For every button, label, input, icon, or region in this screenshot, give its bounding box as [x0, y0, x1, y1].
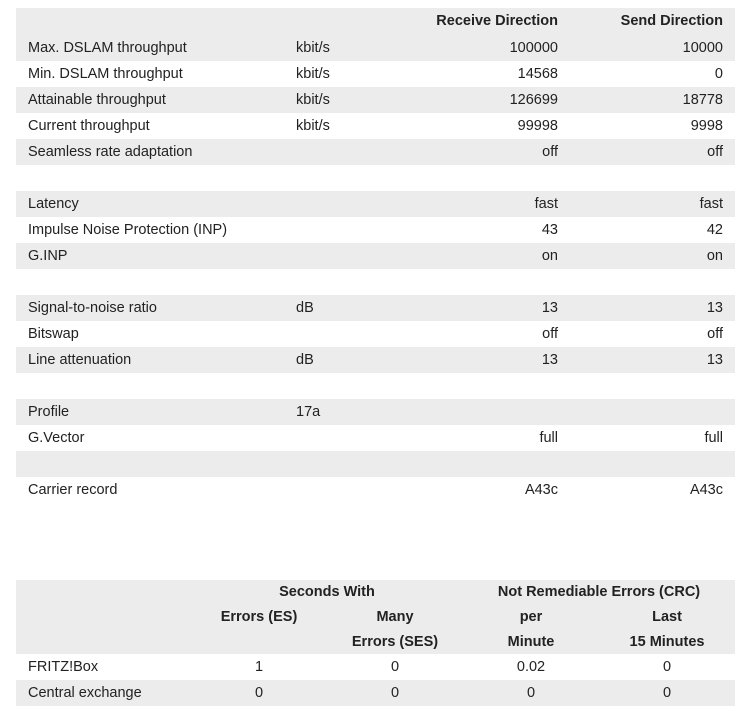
row-unit: kbit/s: [284, 87, 405, 113]
row-receive-value: 14568: [405, 61, 570, 87]
dsl-header-send-direction: Send Direction: [570, 8, 735, 35]
dsl-information-table: [16, 8, 735, 503]
row-unit: [284, 217, 405, 243]
row-ses-value: 0: [327, 680, 463, 706]
row-label: Min. DSLAM throughput: [16, 61, 284, 87]
table-row: [16, 654, 735, 680]
table-row: [16, 680, 735, 706]
error-statistics-section: [16, 580, 735, 706]
row-receive-value: A43c: [405, 477, 570, 503]
row-unit: 17a: [284, 399, 405, 425]
row-receive-value: off: [405, 139, 570, 165]
row-ses-value: 0: [327, 654, 463, 680]
row-send-value: full: [570, 425, 735, 451]
errors-subheader-ses-line2: Errors (SES): [327, 630, 463, 654]
row-es-value: 1: [191, 654, 327, 680]
row-receive-value: full: [405, 425, 570, 451]
errors-subheader-last15-line2: 15 Minutes: [599, 630, 735, 654]
row-label: G.Vector: [16, 425, 284, 451]
row-receive-value: [405, 269, 570, 295]
errors-header-blank: [16, 580, 191, 605]
row-receive-value: [405, 165, 570, 191]
row-unit: kbit/s: [284, 113, 405, 139]
row-receive-value: 126699: [405, 87, 570, 113]
errors-table-header: [16, 580, 735, 654]
errors-sub-header-row-1: [16, 605, 735, 630]
row-send-value: [570, 165, 735, 191]
row-label: Line attenuation: [16, 347, 284, 373]
row-unit: [284, 451, 405, 477]
row-device-name: FRITZ!Box: [16, 654, 191, 680]
row-receive-value: 43: [405, 217, 570, 243]
row-send-value: 13: [570, 347, 735, 373]
row-send-value: 18778: [570, 87, 735, 113]
errors-header-not-remediable: Not Remediable Errors (CRC): [463, 580, 735, 605]
row-label: Signal-to-noise ratio: [16, 295, 284, 321]
table-row: [16, 347, 735, 373]
row-unit: dB: [284, 295, 405, 321]
table-row: [16, 191, 735, 217]
row-send-value: on: [570, 243, 735, 269]
row-send-value: [570, 399, 735, 425]
row-send-value: off: [570, 139, 735, 165]
row-send-value: 10000: [570, 35, 735, 61]
row-receive-value: [405, 451, 570, 477]
table-spacer-row: [16, 373, 735, 399]
row-label: Impulse Noise Protection (INP): [16, 217, 284, 243]
errors-header-seconds-with: Seconds With: [191, 580, 463, 605]
row-send-value: A43c: [570, 477, 735, 503]
row-send-value: fast: [570, 191, 735, 217]
errors-group-header-row: [16, 580, 735, 605]
errors-subheader-es: Errors (ES): [191, 605, 327, 630]
row-label: Current throughput: [16, 113, 284, 139]
table-row: [16, 139, 735, 165]
table-row: [16, 243, 735, 269]
error-statistics-table: [16, 580, 735, 706]
errors-subheader-blank-2: [16, 630, 191, 654]
table-row: [16, 61, 735, 87]
row-unit: dB: [284, 347, 405, 373]
table-spacer-row: [16, 269, 735, 295]
row-receive-value: [405, 373, 570, 399]
dsl-table-header: [16, 8, 735, 35]
row-send-value: [570, 451, 735, 477]
table-spacer-row: [16, 165, 735, 191]
row-last15-value: 0: [599, 680, 735, 706]
row-receive-value: [405, 399, 570, 425]
row-label: Bitswap: [16, 321, 284, 347]
row-send-value: [570, 269, 735, 295]
row-unit: [284, 477, 405, 503]
row-send-value: 13: [570, 295, 735, 321]
dsl-header-label: [16, 8, 284, 35]
errors-subheader-es-line2: [191, 630, 327, 654]
dsl-header-unit: [284, 8, 405, 35]
row-receive-value: fast: [405, 191, 570, 217]
row-unit: kbit/s: [284, 35, 405, 61]
row-per-minute-value: 0.02: [463, 654, 599, 680]
row-label: [16, 373, 284, 399]
row-label: G.INP: [16, 243, 284, 269]
row-unit: [284, 191, 405, 217]
table-row: [16, 87, 735, 113]
row-unit: kbit/s: [284, 61, 405, 87]
table-row: [16, 35, 735, 61]
row-send-value: 42: [570, 217, 735, 243]
table-row: [16, 399, 735, 425]
errors-sub-header-row-2: [16, 630, 735, 654]
errors-subheader-per-minute-line1: per: [463, 605, 599, 630]
row-label: Attainable throughput: [16, 87, 284, 113]
row-unit: [284, 139, 405, 165]
row-receive-value: 13: [405, 347, 570, 373]
row-receive-value: on: [405, 243, 570, 269]
errors-subheader-last15-line1: Last: [599, 605, 735, 630]
row-label: [16, 269, 284, 295]
row-label: Profile: [16, 399, 284, 425]
row-label: Max. DSLAM throughput: [16, 35, 284, 61]
row-unit: [284, 425, 405, 451]
dsl-header-row: [16, 8, 735, 35]
table-row: [16, 477, 735, 503]
row-receive-value: off: [405, 321, 570, 347]
table-row: [16, 425, 735, 451]
row-es-value: 0: [191, 680, 327, 706]
row-label: Carrier record: [16, 477, 284, 503]
table-row: [16, 295, 735, 321]
errors-table-body: [16, 654, 735, 706]
row-send-value: [570, 373, 735, 399]
errors-subheader-per-minute-line2: Minute: [463, 630, 599, 654]
row-label: Latency: [16, 191, 284, 217]
row-device-name: Central exchange: [16, 680, 191, 706]
row-unit: [284, 373, 405, 399]
row-send-value: 0: [570, 61, 735, 87]
row-unit: [284, 243, 405, 269]
dsl-header-receive-direction: Receive Direction: [405, 8, 570, 35]
row-label: Seamless rate adaptation: [16, 139, 284, 165]
row-send-value: 9998: [570, 113, 735, 139]
table-row: [16, 321, 735, 347]
table-spacer-row: [16, 451, 735, 477]
row-label: [16, 451, 284, 477]
row-last15-value: 0: [599, 654, 735, 680]
row-receive-value: 13: [405, 295, 570, 321]
row-label: [16, 165, 284, 191]
errors-subheader-blank: [16, 605, 191, 630]
table-row: [16, 113, 735, 139]
row-unit: [284, 165, 405, 191]
row-per-minute-value: 0: [463, 680, 599, 706]
row-unit: [284, 321, 405, 347]
errors-subheader-ses-line1: Many: [327, 605, 463, 630]
row-unit: [284, 269, 405, 295]
dsl-table-body: [16, 35, 735, 503]
dsl-statistics-page: [0, 8, 751, 721]
row-receive-value: 100000: [405, 35, 570, 61]
row-receive-value: 99998: [405, 113, 570, 139]
table-row: [16, 217, 735, 243]
row-send-value: off: [570, 321, 735, 347]
